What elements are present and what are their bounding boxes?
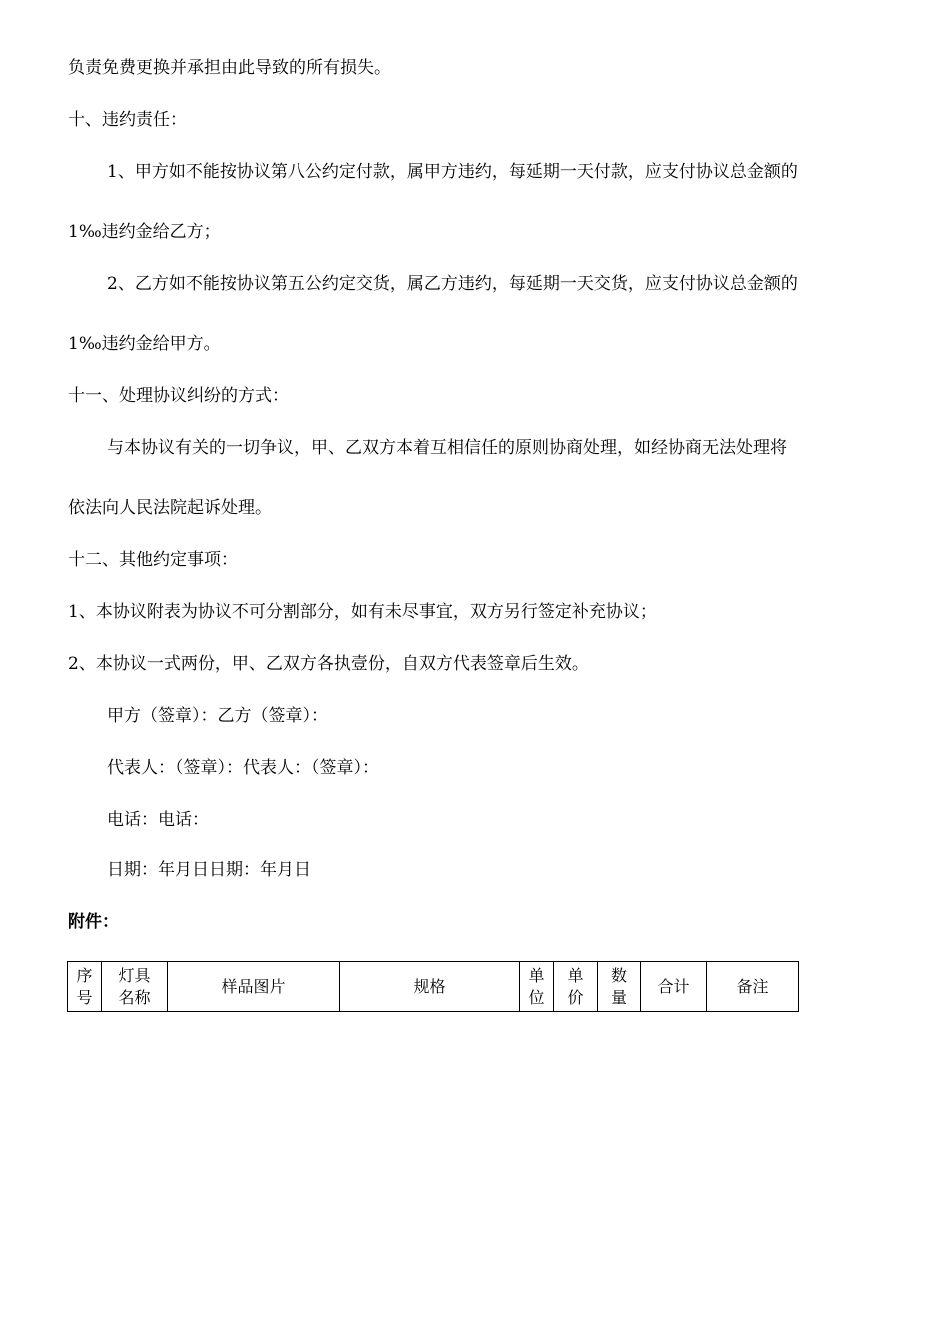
clause-10-1: 1、甲方如不能按协议第八公约定付款，属甲方违约，每延期一天付款，应支付协议总金额的 <box>107 162 798 182</box>
header-lamp-line2: 名称 <box>118 987 151 1007</box>
header-qty-line1: 数 <box>610 965 627 985</box>
section-heading-12: 十二、其他约定事项： <box>68 550 238 570</box>
header-lamp-name <box>102 962 168 1012</box>
clause-10-2-cont: 1‰违约金给甲方。 <box>68 334 221 354</box>
section-heading-10: 十、违约责任： <box>68 110 187 130</box>
header-unit-price <box>554 962 598 1012</box>
header-unit-line2: 位 <box>528 987 545 1007</box>
section-heading-11: 十一、处理协议纠纷的方式： <box>68 386 289 406</box>
header-unit <box>520 962 554 1012</box>
attachment-label: 附件： <box>68 912 119 932</box>
clause-11-cont: 依法向人民法院起诉处理。 <box>68 498 272 518</box>
header-sample-image: 样品图片 <box>168 962 340 1012</box>
header-seq <box>68 962 102 1012</box>
header-price-line2: 价 <box>567 987 584 1007</box>
header-spec: 规格 <box>340 962 520 1012</box>
header-qty-line2: 量 <box>610 987 627 1007</box>
paragraph-line: 负责免费更换并承担由此导致的所有损失。 <box>68 58 391 78</box>
header-quantity <box>598 962 641 1012</box>
table-header-row <box>68 962 799 1012</box>
header-remark: 备注 <box>707 962 799 1012</box>
signature-representatives: 代表人：（签章）：代表人：（签章）： <box>107 758 379 778</box>
header-lamp-line1: 灯具 <box>118 965 151 985</box>
attachment-table <box>67 961 799 1012</box>
header-price-line1: 单 <box>567 965 584 985</box>
clause-11: 与本协议有关的一切争议，甲、乙双方本着互相信任的原则协商处理，如经协商无法处理将 <box>107 438 787 458</box>
header-total: 合计 <box>641 962 707 1012</box>
clause-12-2: 2、本协议一式两份，甲、乙双方各执壹份，自双方代表签章后生效。 <box>68 654 589 674</box>
header-seq-line2: 号 <box>76 987 93 1007</box>
clause-12-1: 1、本协议附表为协议不可分割部分，如有未尽事宜，双方另行签定补充协议； <box>68 602 657 622</box>
clause-10-1-cont: 1‰违约金给乙方； <box>68 222 221 242</box>
header-unit-line1: 单 <box>528 965 545 985</box>
signature-phones: 电话：电话： <box>107 810 209 830</box>
header-seq-line1: 序 <box>76 965 93 985</box>
clause-10-2: 2、乙方如不能按协议第五公约定交货，属乙方违约，每延期一天交货，应支付协议总金额的 <box>107 274 798 294</box>
signature-dates: 日期：年月日日期：年月日 <box>107 860 311 880</box>
signature-parties: 甲方（签章）：乙方（签章）： <box>107 706 328 726</box>
